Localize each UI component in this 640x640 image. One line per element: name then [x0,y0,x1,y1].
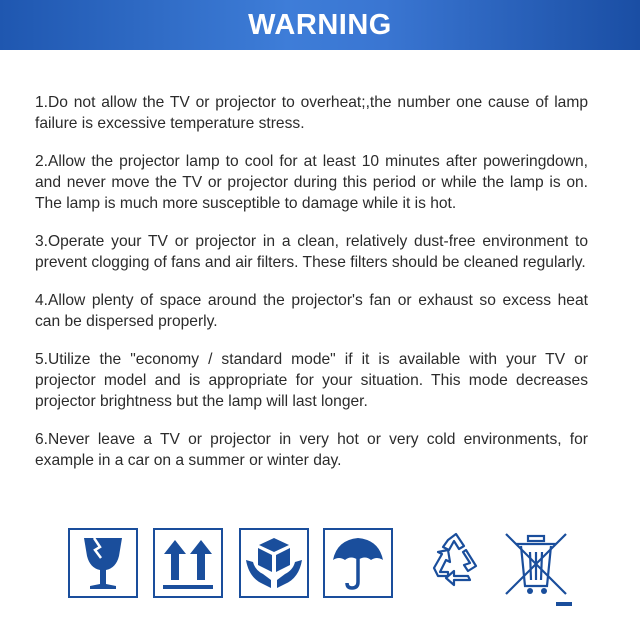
handling-icons [0,528,640,608]
page-title: WARNING [248,8,392,41]
fragile-glass-icon [68,528,138,598]
warning-item-3: 3.Operate your TV or projector in a clean, relatively dust-free environment to prevent clogging of fans and air filters. These filters should be cleaned regularly. [35,233,588,271]
keep-dry-umbrella-icon [323,528,393,598]
warning-banner [0,0,640,50]
warning-item-5: 5.Utilize the "economy / standard mode" if it is available with your TV or projector model and is appropriate for your situation. This mode decreases projector brightness but the lamp will last longer. [35,351,588,410]
this-way-up-icon [153,528,223,598]
warning-item-6: 6.Never leave a TV or projector in very hot or very cold environments, for example in a car on a summer or winter day. [35,431,588,469]
warning-item-2: 2.Allow the projector lamp to cool for at least 10 minutes after poweringdown, and never move the TV or projector during this period or while the lamp is on. The lamp is much more susceptible to damage while it is hot. [35,153,588,212]
warning-item-4: 4.Allow plenty of space around the projector's fan or exhaust so excess heat can be dispersed properly. [35,292,588,330]
no-bin-disposal-icon [500,528,572,608]
warning-item-1: 1.Do not allow the TV or projector to overheat;,the number one cause of lamp failure is excessive temperature stress. [35,94,588,132]
handle-with-care-icon [239,528,309,598]
recycle-icon [424,528,488,594]
warning-list [35,92,588,488]
